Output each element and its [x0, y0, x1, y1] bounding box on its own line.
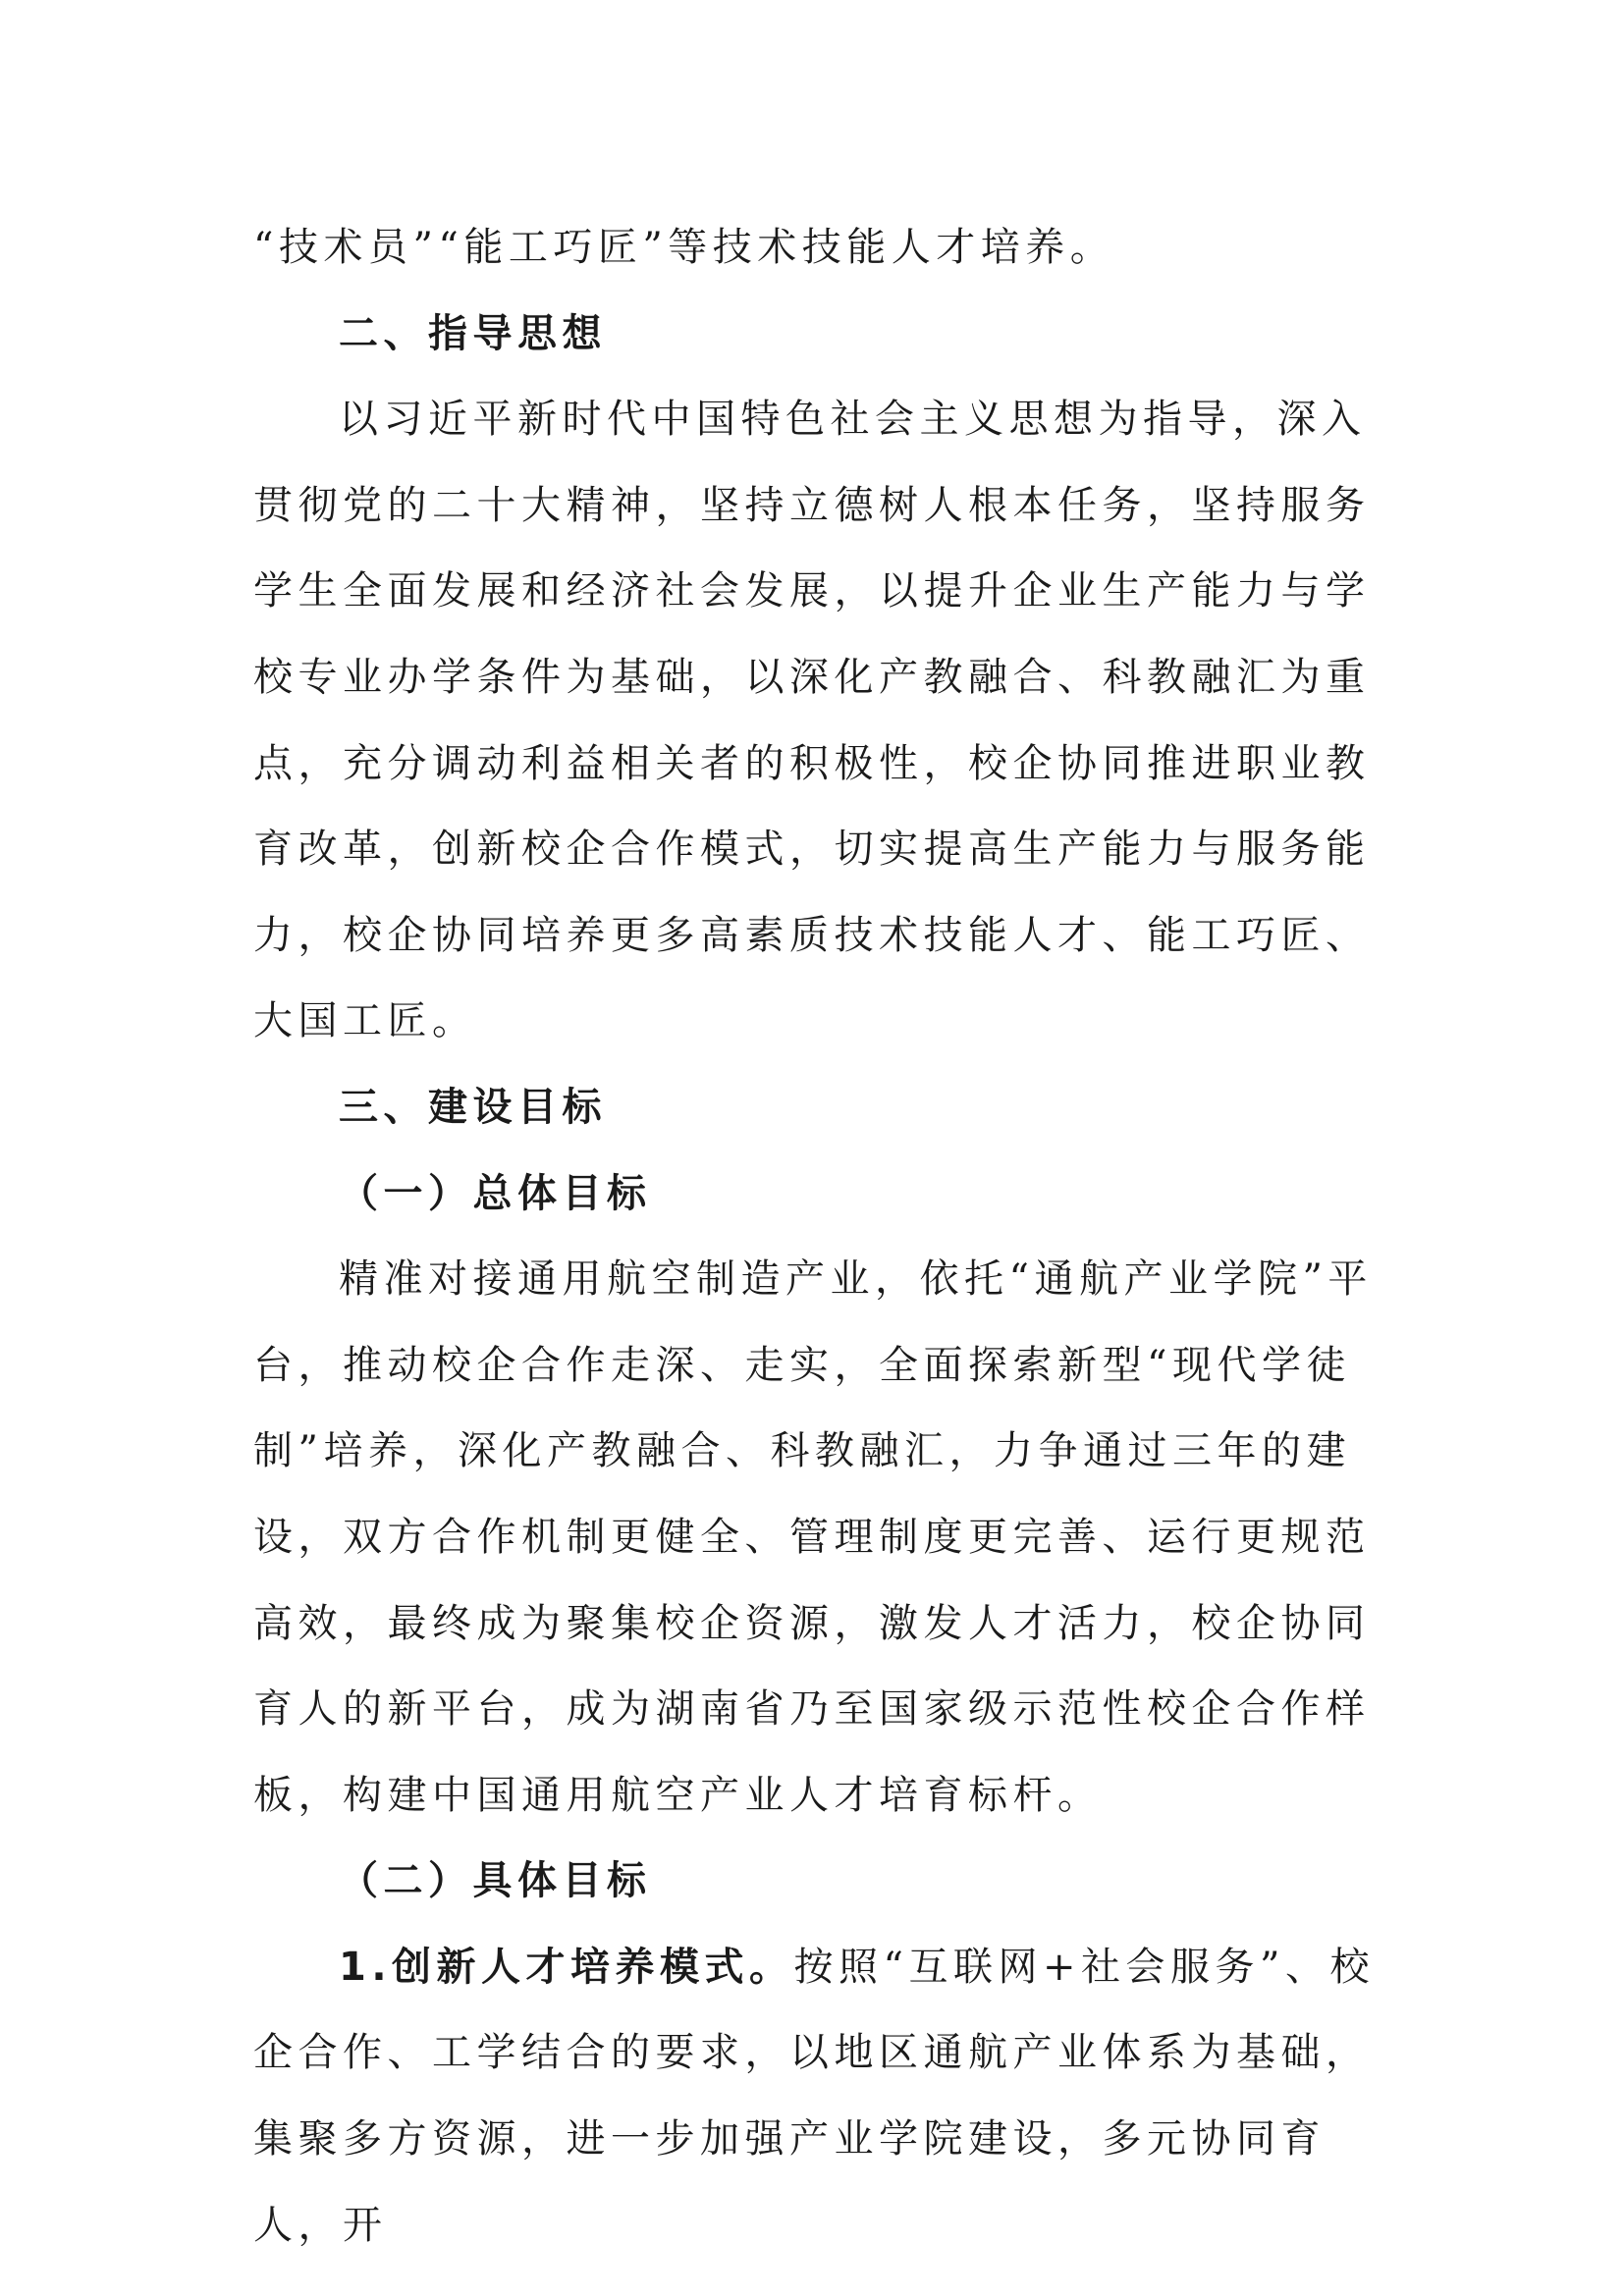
paragraph-guiding-ideology: 以习近平新时代中国特色社会主义思想为指导，深入贯彻党的二十大精神，坚持立德树人根本任务，坚持服务学生全面发展和经济社会发展，以提升企业生产能力与学校专业办学条件为基础，以深化产教融合、科教融汇为重点，充分调动利益相关者的积极性，校企协同推进职业教育改革，创新校企合作模式，切实提高生产能力与服务能力，校企协同培养更多高素质技术技能人才、能工巧匠、大国工匠。: [253, 397, 1371, 1044]
specific-goal-1-body: 按照“互联网+社会服务”、校企合作、工学结合的要求，以地区通航产业体系为基础，集聚多方资源，进一步加强产业学院建设，多元协同育人，开: [253, 1944, 1375, 2248]
paragraph-overall-goal: 精准对接通用航空制造产业，依托“通航产业学院”平台，推动校企合作走深、走实，全面探索新型“现代学徒制”培养，深化产教融合、科教融汇，力争通过三年的建设，双方合作机制更健全、管理制度更完善、运行更规范高效，最终成为聚集校企资源，激发人才活力，校企协同育人的新平台，成为湖南省乃至国家级示范性校企合作样板，构建中国通用航空产业人才培育标杆。: [253, 1256, 1373, 1818]
paragraph-continuation: “技术员”“能工巧匠”等技术技能人才培养。: [253, 225, 1115, 270]
section-heading-guiding-ideology: 二、指导思想: [339, 310, 607, 356]
subsection-heading-specific-goals: （二）具体目标: [339, 1858, 652, 1904]
subsection-heading-overall-goal: （一）总体目标: [339, 1170, 652, 1216]
section-heading-construction-goals: 三、建设目标: [339, 1084, 607, 1130]
paragraph-specific-goal-1: [253, 1925, 1382, 2269]
specific-goal-1-lead: 1.创新人才培养模式。: [339, 1944, 794, 1990]
document-body: [253, 205, 1382, 2269]
